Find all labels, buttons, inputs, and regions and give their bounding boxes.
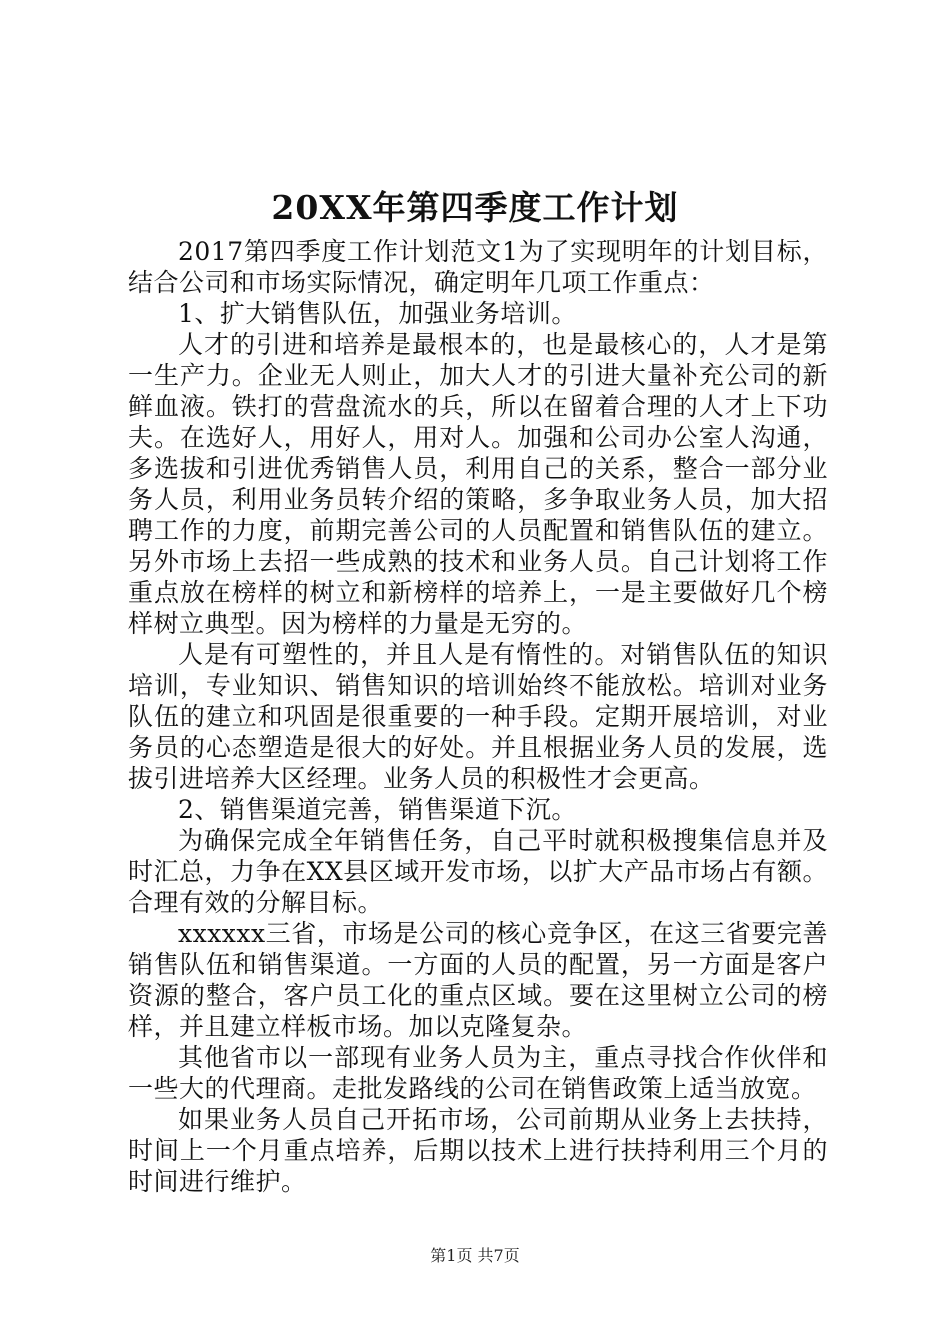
paragraph: 如果业务人员自己开拓市场，公司前期从业务上去扶持，时间上一个月重点培养，后期以技术上进行扶持利用三个月的时间进行维护。 xyxy=(128,1105,828,1196)
paragraph-intro: 2017第四季度工作计划范文1为了实现明年的计划目标，结合公司和市场实际情况，确定明年几项工作重点： xyxy=(128,237,828,297)
document-title: 20XX年第四季度工作计划 xyxy=(271,188,679,227)
paragraph: 人是有可塑性的，并且人是有惰性的。对销售队伍的知识培训，专业知识、销售知识的培训始终不能放松。培训对业务队伍的建立和巩固是很重要的一种手段。定期开展培训，对业务员的心态塑造是很大的好处。并且根据业务人员的发展，选拔引进培养大区经理。业务人员的积极性才会更高。 xyxy=(128,640,828,793)
paragraph: 其他省市以一部现有业务人员为主，重点寻找合作伙伴和一些大的代理商。走批发路线的公司在销售政策上适当放宽。 xyxy=(128,1043,828,1103)
section-heading-2: 2、销售渠道完善，销售渠道下沉。 xyxy=(178,795,577,824)
page-footer: 第1页 共7页 xyxy=(430,1246,520,1265)
section-heading-1: 1、扩大销售队伍，加强业务培训。 xyxy=(178,299,577,328)
paragraph: xxxxxx三省，市场是公司的核心竞争区，在这三省要完善销售队伍和销售渠道。一方面的人员的配置，另一方面是客户资源的整合，客户员工化的重点区域。要在这里树立公司的榜样，并且建立样板市场。加以克隆复杂。 xyxy=(128,919,828,1041)
paragraph: 为确保完成全年销售任务，自己平时就积极搜集信息并及时汇总，力争在XX县区域开发市场，以扩大产品市场占有额。合理有效的分解目标。 xyxy=(128,826,828,917)
document-body xyxy=(128,236,828,1197)
paragraph: 人才的引进和培养是最根本的，也是最核心的，人才是第一生产力。企业无人则止，加大人才的引进大量补充公司的新鲜血液。铁打的营盘流水的兵，所以在留着合理的人才上下功夫。在选好人，用好人，用对人。加强和公司办公室人沟通，多选拔和引进优秀销售人员，利用自己的关系，整合一部分业务人员，利用业务员转介绍的策略，多争取业务人员，加大招聘工作的力度，前期完善公司的人员配置和销售队伍的建立。另外市场上去招一些成熟的技术和业务人员。自己计划将工作重点放在榜样的树立和新榜样的培养上，一是主要做好几个榜样树立典型。因为榜样的力量是无穷的。 xyxy=(128,330,828,638)
